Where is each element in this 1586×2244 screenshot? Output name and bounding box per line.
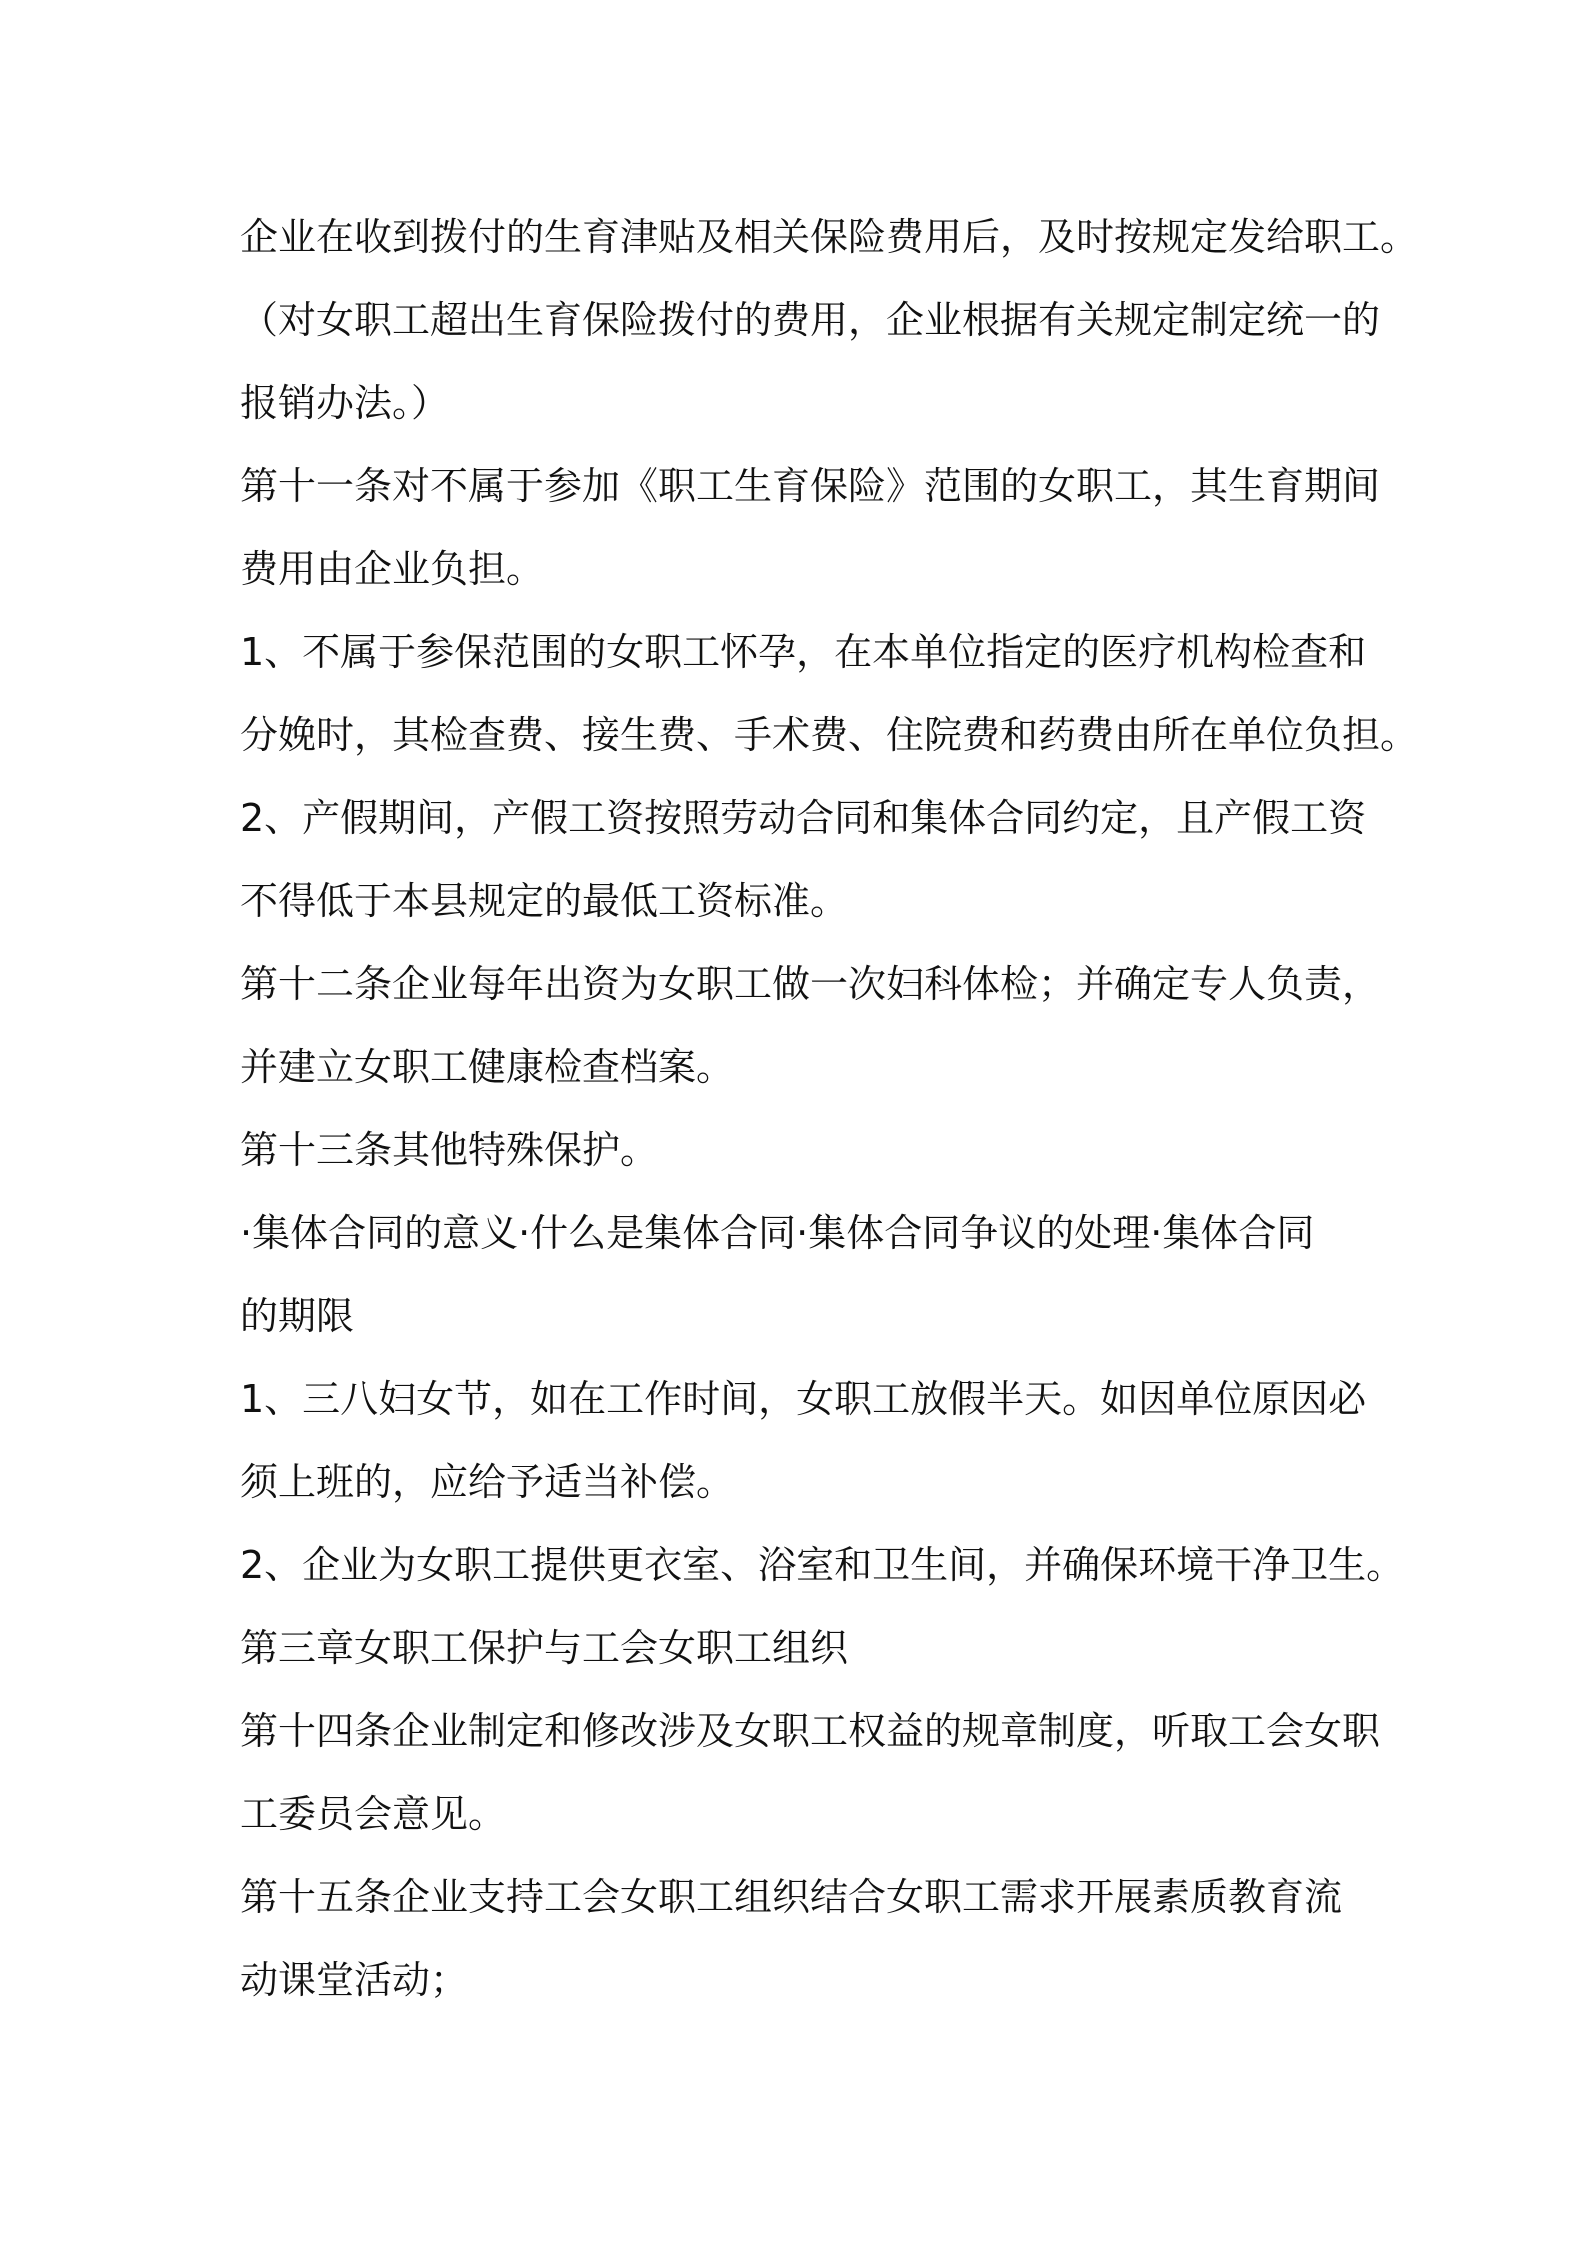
text-line: 第三章女职工保护与工会女职工组织 bbox=[240, 1626, 849, 1670]
text-line: 报销办法。） bbox=[240, 381, 450, 425]
text-line: 第十五条企业支持工会女职工组织结合女职工需求开展素质教育流 bbox=[240, 1875, 1343, 1919]
text-line: 企业在收到拨付的生育津贴及相关保险费用后，及时按规定发给职工。 bbox=[240, 215, 1419, 259]
text-line: 不得低于本县规定的最低工资标准。 bbox=[240, 879, 849, 923]
text-line: 费用由企业负担。 bbox=[240, 547, 545, 591]
text-line: 2、产假期间，产假工资按照劳动合同和集体合同约定，且产假工资 bbox=[240, 796, 1367, 840]
text-line: 工委员会意见。 bbox=[240, 1792, 507, 1836]
text-line: 第十三条其他特殊保护。 bbox=[240, 1128, 659, 1172]
text-line: 动课堂活动； bbox=[240, 1958, 469, 2002]
text-line: ·集体合同的意义·什么是集体合同·集体合同争议的处理·集体合同 bbox=[240, 1211, 1315, 1255]
text-line: 第十四条企业制定和修改涉及女职工权益的规章制度，听取工会女职 bbox=[240, 1709, 1381, 1753]
text-line: 第十一条对不属于参加《职工生育保险》范围的女职工，其生育期间 bbox=[240, 464, 1381, 508]
text-line: 的期限 bbox=[240, 1294, 355, 1338]
text-line: 须上班的，应给予适当补偿。 bbox=[240, 1460, 735, 1504]
text-line: 第十二条企业每年出资为女职工做一次妇科体检；并确定专人负责， bbox=[240, 962, 1381, 1006]
text-line: 1、三八妇女节，如在工作时间，女职工放假半天。如因单位原因必 bbox=[240, 1377, 1367, 1421]
text-line: （对女职工超出生育保险拨付的费用，企业根据有关规定制定统一的 bbox=[240, 298, 1381, 342]
text-line: 2、企业为女职工提供更衣室、浴室和卫生间，并确保环境干净卫生。 bbox=[240, 1543, 1405, 1587]
text-line: 并建立女职工健康检查档案。 bbox=[240, 1045, 735, 1089]
text-line: 分娩时，其检查费、接生费、手术费、住院费和药费由所在单位负担。 bbox=[240, 713, 1419, 757]
document-body bbox=[240, 196, 1419, 2022]
text-line: 1、不属于参保范围的女职工怀孕，在本单位指定的医疗机构检查和 bbox=[240, 630, 1367, 674]
